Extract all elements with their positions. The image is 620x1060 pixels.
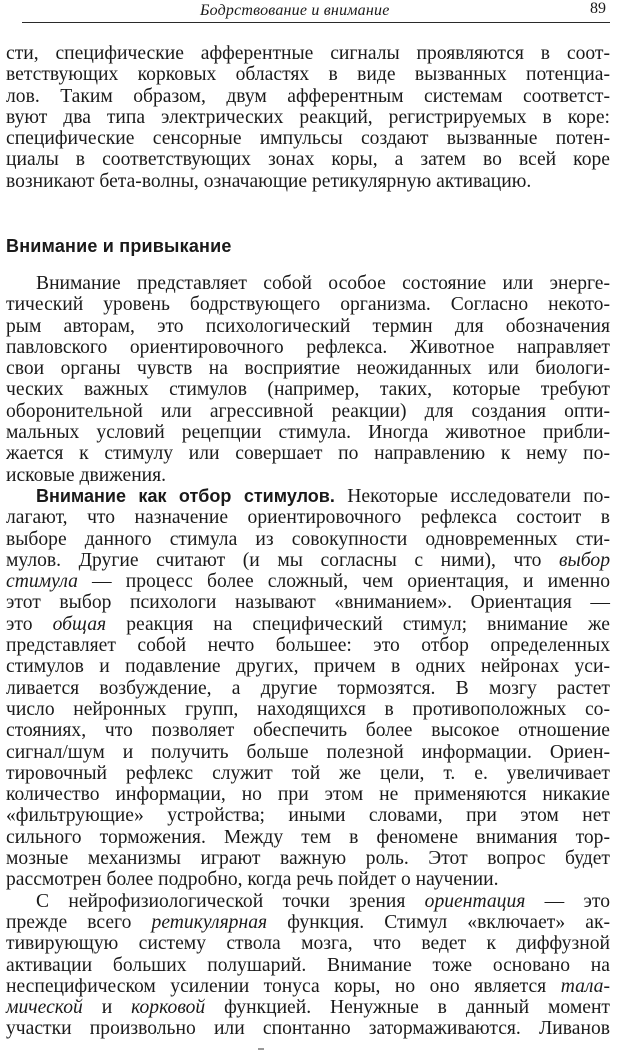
text-line: количество информации, но при этом не применяются никакие: [6, 784, 610, 806]
text-span: — это: [525, 890, 610, 912]
text-line: стояниях, что позволяет обеспечить более высокое отношение: [6, 720, 610, 742]
text-span: С нейрофизиологической точки зрения: [36, 890, 425, 912]
text-line: ветствующих корковых областях в виде вызванных потенциа-: [6, 64, 610, 86]
italic-term: общая: [52, 613, 107, 635]
text-line: возникают бета-волны, означающие ретикулярную активацию.: [6, 170, 532, 192]
italic-term: выбор: [559, 549, 610, 571]
text-line: участки произвольно или спонтанно затормаживаются. Ливанов: [6, 1018, 610, 1040]
italic-term: корковой: [131, 997, 206, 1019]
text-line: [6, 997, 610, 1018]
text-line: этот выбор психологи называют «вниманием». Ориентация —: [6, 592, 610, 614]
text-line: выборе данного стимула из совокупности одновременных сти-: [6, 528, 610, 550]
print-mark: [258, 1048, 264, 1050]
text-span: мулов. Другие считают (и мы согласны с ними), что: [6, 549, 560, 571]
text-line: исковые движения.: [6, 464, 167, 486]
continuation-paragraph: [6, 43, 610, 192]
text-line: оборонительной или агрессивной реакции) для создания опти-: [6, 400, 610, 422]
text-line: свои органы чувств на восприятие неожиданных или биологи-: [6, 358, 610, 380]
text-line: [6, 486, 610, 507]
text-span: — процесс более сложный, чем ориентация, и именно: [77, 571, 610, 593]
text-line: лов. Таким образом, двум афферентным системам соответст-: [6, 85, 610, 107]
text-line: сигнал/шум и получить больше полезной информации. Ориен-: [6, 741, 610, 763]
italic-term: мической: [6, 997, 83, 1019]
text-span: прежде всего: [6, 911, 152, 933]
section-heading: Внимание и привыкание: [6, 236, 232, 256]
body-text: [6, 273, 610, 1040]
italic-term: стимула: [6, 571, 78, 593]
running-title: Бодрствование и внимание: [200, 2, 390, 19]
text-line: тировочный рефлекс служит той же цели, т. е. увеличивает: [6, 762, 610, 784]
italic-term: ориентация: [424, 890, 526, 912]
text-span: реакция на специфический стимул; внимание же: [106, 613, 610, 635]
text-line: мозные механизмы играют важную роль. Этот вопрос будет: [6, 848, 610, 870]
text-line: активации больших полушарий. Внимание тоже основано на: [6, 954, 610, 976]
run-in-heading: Внимание как отбор стимулов.: [36, 485, 335, 506]
text-line: жается к стимулу или совершает по направлению к нему по-: [6, 443, 610, 465]
text-line: [6, 891, 610, 912]
text-line: лагают, что назначение ориентировочного рефлекса состоит в: [6, 507, 610, 529]
text-line: рассмотрен более подробно, когда речь пойдет о научении.: [6, 869, 499, 891]
text-line: павловского ориентировочного рефлекса. Животное направляет: [6, 336, 610, 358]
text-line: сильного торможения. Между тем в феномене внимания тор-: [6, 826, 610, 848]
text-span: Некоторые исследователи по-: [334, 485, 610, 507]
text-line: тический уровень бодрствующего организма. Согласно некото-: [6, 294, 610, 316]
text-line: ливается возбуждение, а другие тормозятся. В мозгу растет: [6, 677, 610, 699]
text-span: и: [82, 997, 132, 1019]
italic-term: ретикулярная: [151, 911, 268, 933]
text-line: [6, 912, 610, 933]
text-line: мальных условий рецепции стимула. Иногда животное прибли-: [6, 422, 610, 444]
text-span: это: [6, 613, 53, 635]
text-line: [6, 614, 610, 635]
text-line: вуют два типа электрических реакций, регистрируемых в коре:: [6, 106, 610, 128]
text-line: циалы в соответствующих зонах коры, а затем во всей коре: [6, 149, 610, 171]
text-line: сти, специфические афферентные сигналы проявляются в соот-: [6, 43, 610, 64]
text-line: [6, 976, 610, 997]
text-line: специфические сенсорные импульсы создают вызванные потен-: [6, 128, 610, 150]
text-span: функция. Стимул «включает» ак-: [267, 911, 610, 933]
text-line: «фильтрующие» устройства; иными словами, при этом нет: [6, 805, 610, 827]
text-line: рым авторам, это психологический термин для обозначения: [6, 315, 610, 337]
page-number: 89: [590, 0, 606, 17]
text-line: [6, 550, 610, 571]
text-line: представляет собой нечто большее: это отбор определенных: [6, 635, 610, 657]
running-head: [0, 0, 620, 24]
header-rule: [22, 22, 610, 23]
text-line: Внимание представляет собой особое состояние или энерге-: [36, 273, 610, 294]
text-span: функцией. Ненужные в данный момент: [205, 997, 610, 1019]
text-span: неспецифическом усилении тонуса коры, но оно является: [6, 975, 561, 997]
text-line: тивирующую систему ствола мозга, что ведет к диффузной: [6, 933, 610, 955]
text-line: ческих важных стимулов (например, таких, которые требуют: [6, 379, 610, 401]
text-line: стимулов и подавление других, причем в одних нейронах уси-: [6, 656, 610, 678]
italic-term: тала-: [560, 975, 610, 997]
text-line: число нейронных групп, находящихся в противоположных со-: [6, 698, 610, 720]
text-line: [6, 571, 610, 592]
